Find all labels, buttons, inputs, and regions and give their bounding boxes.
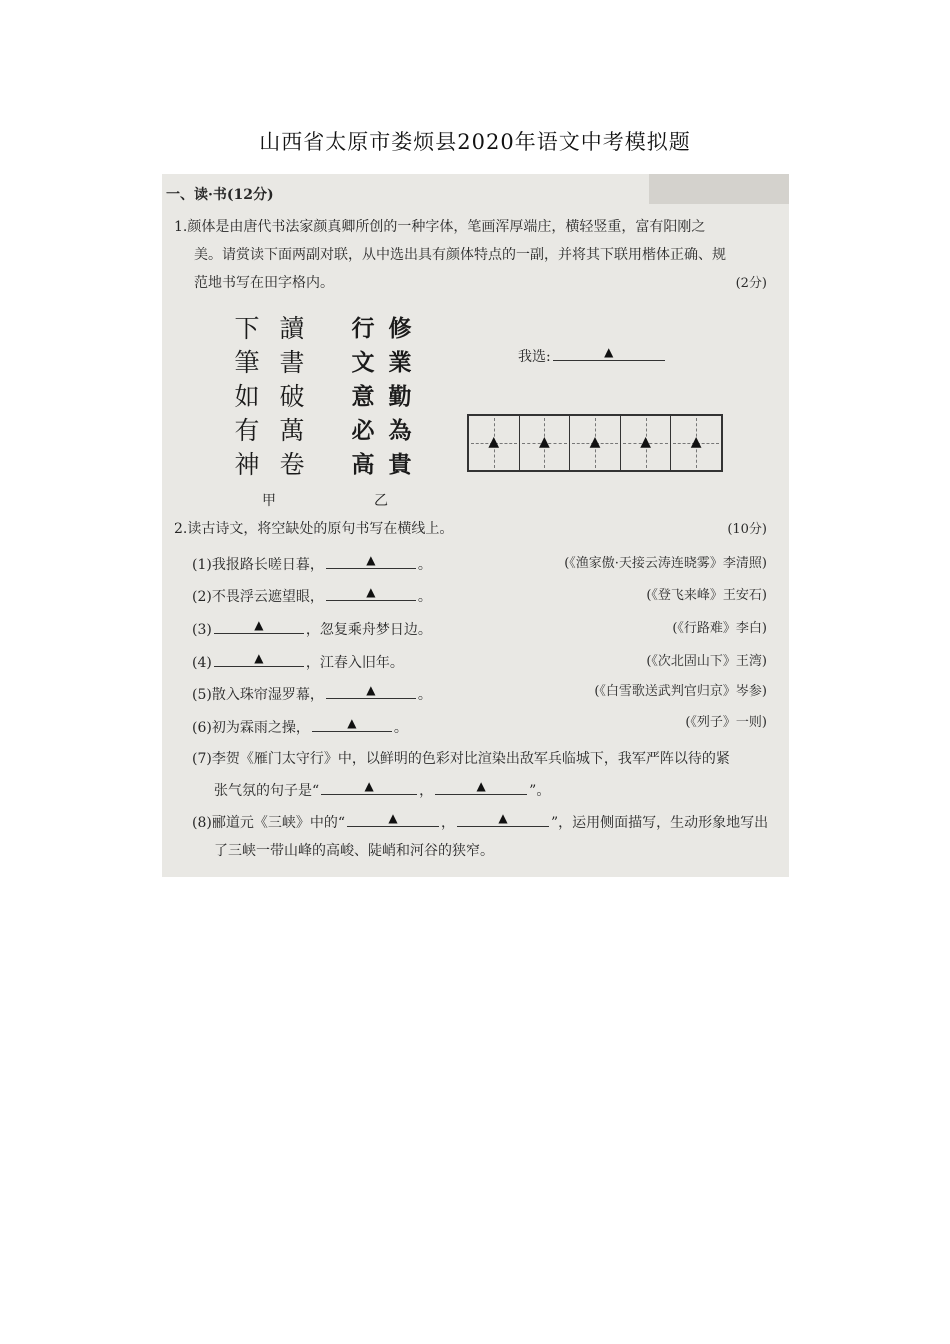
item-text: (6)初为霖雨之操， — [192, 720, 310, 736]
char: 為 — [388, 418, 412, 444]
answer-blank[interactable] — [214, 617, 304, 634]
q2-item-2 — [192, 584, 432, 606]
grid-cell[interactable] — [671, 416, 721, 470]
answer-marker-icon: ▲ — [254, 618, 264, 632]
answer-marker-icon: ▲ — [347, 716, 357, 730]
item-text: 。 — [393, 720, 408, 736]
item-text: (5)散入珠帘湿罗幕， — [192, 687, 324, 703]
char: 書 — [279, 348, 305, 377]
q2-item-2-source: (《登飞来峰》王安石) — [646, 588, 767, 603]
char: 勤 — [388, 384, 412, 410]
q2-item-4 — [192, 650, 404, 672]
char: 破 — [279, 382, 305, 411]
item-text: (1)我报路长嗟日暮， — [192, 557, 324, 573]
item-text: ”。 — [529, 783, 551, 799]
q2-item-5-source: (《白雪歌送武判官归京》岑参) — [594, 684, 767, 699]
answer-blank[interactable] — [321, 778, 417, 795]
item-text: ， — [419, 783, 434, 799]
item-text: 。 — [417, 557, 432, 573]
char: 讀 — [279, 314, 305, 343]
grid-cell[interactable] — [570, 416, 621, 470]
item-text: ，忽复乘舟梦日边。 — [305, 622, 432, 638]
char: 萬 — [279, 416, 305, 445]
item-text: (8)郦道元《三峡》中的“ — [192, 815, 345, 831]
char: 筆 — [234, 348, 260, 377]
q1-line-2: 美。请赏读下面两副对联，从中选出具有颜体特点的一副，并将其下联用楷体正确、规 — [194, 247, 726, 263]
item-text: (4) — [192, 655, 212, 671]
char: 必 — [351, 418, 375, 444]
answer-marker-icon: ▲ — [604, 345, 614, 359]
q2-item-7-line-2 — [214, 778, 550, 800]
answer-marker-icon: ▲ — [364, 779, 374, 793]
section-heading: 一、读·书(12分) — [166, 187, 274, 203]
q2-item-4-source: (《次北固山下》王湾) — [646, 654, 767, 669]
char: 下 — [234, 314, 260, 343]
grid-cell[interactable] — [621, 416, 672, 470]
q2-item-5 — [192, 682, 432, 704]
char: 如 — [234, 382, 260, 411]
char: 文 — [351, 350, 375, 376]
char: 業 — [388, 350, 412, 376]
answer-marker-icon: ▲ — [254, 651, 264, 665]
couplet-jia-left-column — [232, 312, 262, 482]
q2-item-6 — [192, 715, 408, 737]
scanned-exam-page — [162, 174, 789, 877]
q2-item-1-source: (《渔家傲·天接云涛连晓雾》李清照) — [564, 556, 767, 571]
q2-score: (10分) — [727, 522, 767, 537]
grid-cell[interactable] — [520, 416, 571, 470]
item-text: ，江春入旧年。 — [305, 655, 404, 671]
item-text: 。 — [417, 589, 432, 605]
q2-item-1 — [192, 552, 432, 574]
answer-blank[interactable] — [326, 552, 416, 569]
answer-marker-icon: ▲ — [539, 434, 550, 451]
char: 有 — [234, 416, 260, 445]
answer-blank[interactable] — [457, 810, 549, 827]
char: 貴 — [388, 452, 412, 478]
q1-score: (2分) — [735, 276, 767, 291]
q2-item-8-line-1 — [192, 810, 768, 832]
q2-item-8-line-2: 了三峡一带山峰的高峻、陡峭和河谷的狭窄。 — [214, 843, 494, 859]
answer-marker-icon: ▲ — [366, 585, 376, 599]
answer-marker-icon: ▲ — [388, 811, 398, 825]
answer-blank[interactable] — [326, 682, 416, 699]
char: 意 — [351, 384, 375, 410]
answer-blank[interactable] — [214, 650, 304, 667]
q2-item-7-line-1: (7)李贺《雁门太守行》中，以鲜明的色彩对比渲染出敌军兵临城下，我军严阵以待的紧 — [192, 751, 730, 767]
couplet-yi-right-column — [385, 312, 415, 482]
answer-marker-icon: ▲ — [589, 434, 601, 451]
q1-line-1: 1.颜体是由唐代书法家颜真卿所创的一种字体，笔画浑厚端庄，横轻竖重，富有阳刚之 — [174, 219, 706, 235]
scan-shadow — [649, 174, 789, 204]
item-text: (2)不畏浮云遮望眼， — [192, 589, 324, 605]
couplet-jia-label: 甲 — [262, 493, 276, 509]
choice-row — [518, 344, 667, 366]
tianzige-grid — [467, 414, 723, 472]
couplet-jia-right-column — [277, 312, 307, 482]
answer-marker-icon: ▲ — [366, 683, 376, 697]
answer-marker-icon: ▲ — [366, 553, 376, 567]
item-text: 张气氛的句子是“ — [214, 783, 320, 799]
choice-blank[interactable] — [553, 344, 665, 361]
couplet-yi-left-column — [348, 312, 378, 482]
answer-marker-icon: ▲ — [640, 434, 651, 451]
answer-marker-icon: ▲ — [488, 434, 500, 451]
q1-line-3: 范地书写在田字格内。 — [194, 275, 334, 291]
q2-item-3 — [192, 617, 432, 639]
answer-marker-icon: ▲ — [498, 811, 508, 825]
char: 神 — [234, 450, 260, 479]
answer-blank[interactable] — [347, 810, 439, 827]
answer-blank[interactable] — [312, 715, 392, 732]
char: 高 — [351, 452, 375, 478]
char: 修 — [388, 316, 412, 342]
answer-blank[interactable] — [435, 778, 527, 795]
q2-item-6-source: (《列子》一则) — [685, 715, 767, 730]
q2-item-3-source: (《行路难》李白) — [672, 621, 767, 636]
item-text: 。 — [417, 687, 432, 703]
answer-marker-icon: ▲ — [690, 434, 702, 451]
item-text: ”，运用侧面描写，生动形象地写出 — [551, 815, 769, 831]
char: 卷 — [279, 450, 305, 479]
answer-blank[interactable] — [326, 584, 416, 601]
choice-label: 我选: — [518, 349, 551, 365]
item-text: (3) — [192, 622, 212, 638]
q2-stem: 2.读古诗文，将空缺处的原句书写在横线上。 — [174, 521, 454, 537]
char: 行 — [351, 316, 375, 342]
item-text: ， — [441, 815, 455, 831]
couplet-yi-label: 乙 — [374, 493, 388, 509]
grid-cell[interactable] — [469, 416, 520, 470]
document-title: 山西省太原市娄烦县2020年语文中考模拟题 — [259, 130, 691, 154]
answer-marker-icon: ▲ — [476, 779, 486, 793]
